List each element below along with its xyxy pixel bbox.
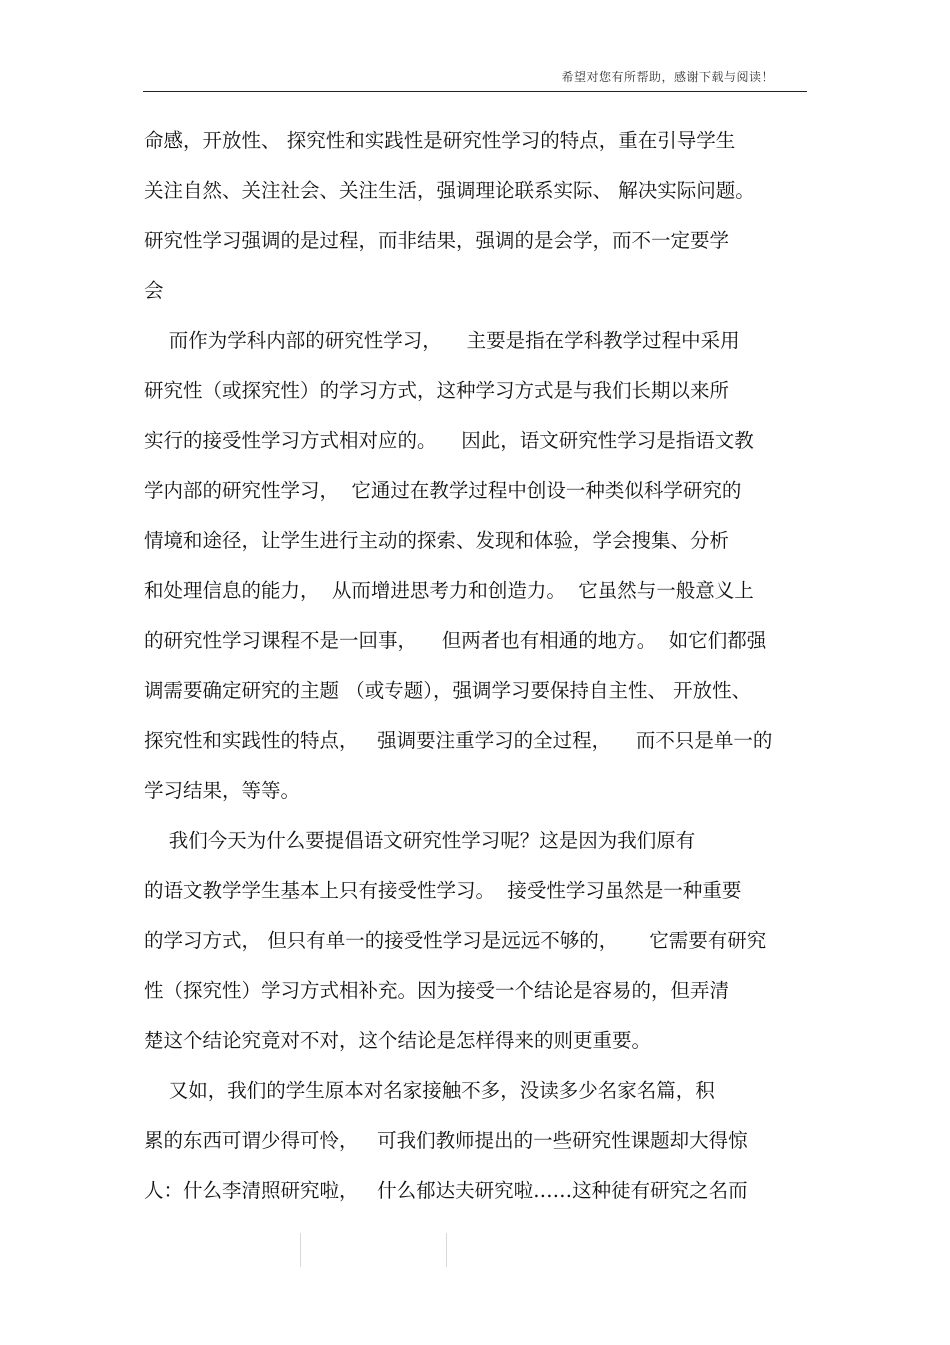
text-line: 而作为学科内部的研究性学习， 主要是指在学科教学过程中采用 [144,329,740,352]
footer-divider-mark [300,1233,301,1267]
text-line: 性（探究性）学习方式相补充。因为接受一个结论是容易的，但弄清 [144,979,730,1002]
text-line: 人：什么李清照研究啦， 什么郁达夫研究啦……这种徒有研究之名而 [144,1179,748,1202]
text-line: 会 [144,279,164,302]
text-line: 情境和途径，让学生进行主动的探索、发现和体验，学会搜集、分析 [144,529,730,552]
text-line: 的学习方式， 但只有单一的接受性学习是远远不够的， 它需要有研究 [144,929,767,952]
text-line: 学内部的研究性学习， 它通过在教学过程中创设一种类似科学研究的 [144,479,742,502]
text-line: 的语文教学学生基本上只有接受性学习。 接受性学习虽然是一种重要 [144,879,742,902]
text-line: 累的东西可谓少得可怜， 可我们教师提出的一些研究性课题却大得惊 [144,1129,748,1152]
document-body [144,124,809,1224]
text-line: 研究性（或探究性）的学习方式，这种学习方式是与我们长期以来所 [144,379,730,402]
text-line: 和处理信息的能力， 从而增进思考力和创造力。 它虽然与一般意义上 [144,579,754,602]
paragraph [144,824,809,1074]
text-line: 实行的接受性学习方式相对应的。 因此，语文研究性学习是指语文教 [144,429,754,452]
text-line: 关注自然、关注社会、关注生活，强调理论联系实际、 解决实际问题。 [144,179,755,202]
text-line: 学习结果，等等。 [144,779,301,802]
text-line: 命感，开放性、 探究性和实践性是研究性学习的特点，重在引导学生 [144,129,736,152]
text-line: 研究性学习强调的是过程，而非结果，强调的是会学，而不一定要学 [144,229,730,252]
footer-divider-mark [446,1233,447,1267]
text-line: 探究性和实践性的特点， 强调要注重学习的全过程， 而不只是单一的 [144,729,773,752]
paragraph [144,324,809,824]
paragraph [144,1074,809,1224]
header-divider [143,91,807,92]
text-line: 的研究性学习课程不是一回事， 但两者也有相通的地方。 如它们都强 [144,629,767,652]
text-line: 我们今天为什么要提倡语文研究性学习呢？这是因为我们原有 [144,829,696,852]
text-line: 又如，我们的学生原本对名家接触不多，没读多少名家名篇，积 [144,1079,715,1102]
paragraph [144,124,809,324]
page-header-text: 希望对您有所帮助，感谢下载与阅读！ [561,70,774,84]
text-line: 调需要确定研究的主题 （或专题），强调学习要保持自主性、 开放性、 [144,679,752,702]
text-line: 楚这个结论究竟对不对，这个结论是怎样得来的则更重要。 [144,1029,652,1052]
